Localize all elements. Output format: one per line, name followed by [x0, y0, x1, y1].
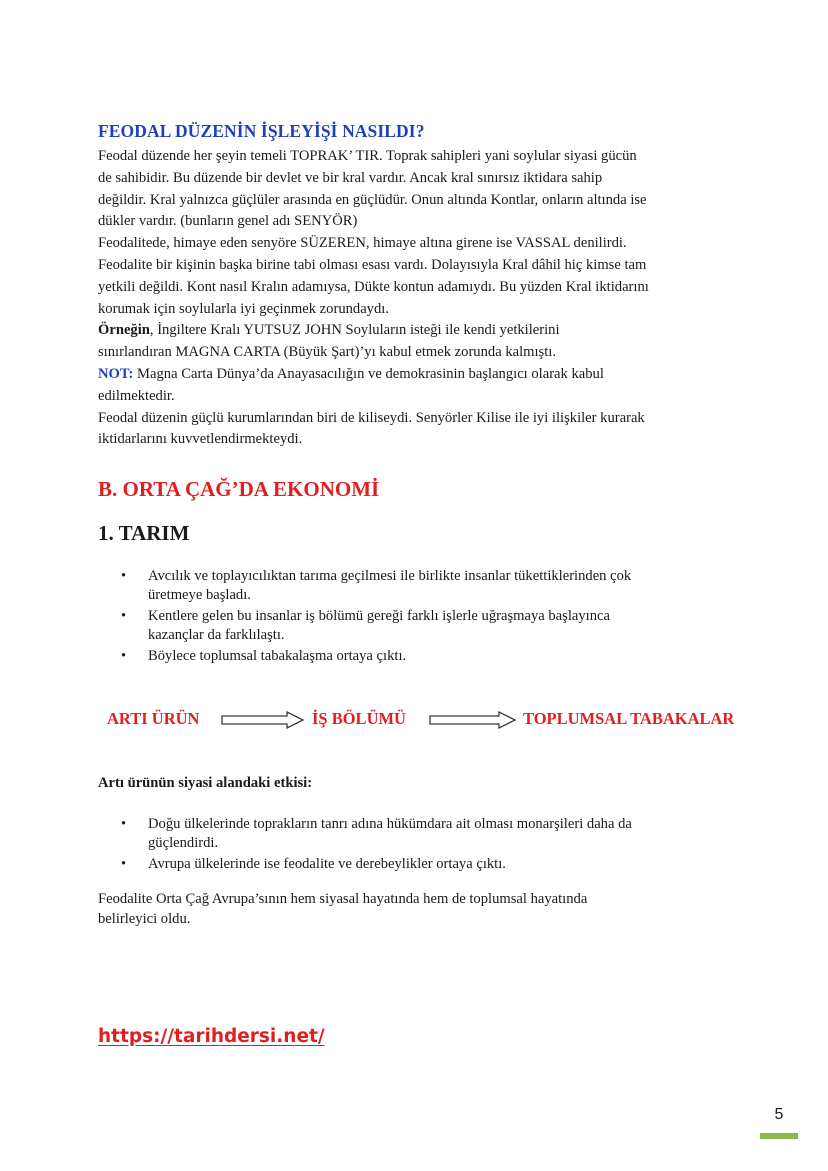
effects-heading: Artı ürünün siyasi alandaki etkisi: — [98, 775, 313, 791]
body-line: Feodalite bir kişinin başka birine tabi olması esası vardı. Dolayısıyla Kral dâhil hiç kimse tam — [98, 256, 647, 273]
agriculture-bullet-list — [121, 567, 728, 668]
list-item-line: Avcılık ve toplayıcılıktan tarıma geçilmesi ile birlikte insanlar tükettiklerinden çok — [148, 568, 632, 584]
final-paragraph — [98, 889, 738, 929]
bullet-icon: • — [121, 856, 127, 872]
note-label: NOT: — [98, 365, 134, 382]
flow-step-division-of-labor: İŞ BÖLÜMÜ — [312, 709, 406, 728]
body-line: yetkili değildi. Kont nasıl Kralın adamıysa, Dükte kontun adamıydı. Bu yüzden Kral iktidarını — [98, 278, 649, 295]
list-item — [121, 607, 728, 645]
closing-line-2: iktidarlarını kuvvetlendirmekteydi. — [98, 431, 303, 448]
body-line: de sahibidir. Bu düzende bir devlet ve bir kral vardır. Ancak kral sınırsız iktidara sahip — [98, 169, 603, 186]
list-item-line-2: kazançlar da farklılaştı. — [148, 627, 285, 643]
list-item-line: Doğu ülkelerinde toprakların tanrı adına hükümdara ait olması monarşileri daha da — [148, 816, 632, 832]
section-title-feudal-order: FEODAL DÜZENİN İŞLEYİŞİ NASILDI? — [98, 121, 425, 141]
list-item-line: Kentlere gelen bu insanlar iş bölümü gereği farklı işlerle uğraşmaya başlayınca — [148, 608, 610, 624]
body-line: Feodalitede, himaye eden senyöre SÜZEREN, himaye altına girene ise VASSAL denilirdi. — [98, 235, 627, 252]
final-line-2: belirleyici oldu. — [98, 911, 191, 927]
section-title-economy: B. ORTA ÇAĞ’DA EKONOMİ — [98, 477, 380, 501]
list-item-line-2: üretmeye başladı. — [148, 587, 251, 603]
page-number-bar — [760, 1133, 798, 1139]
subsection-title-agriculture: 1. TARIM — [98, 521, 190, 545]
list-item-line-2: güçlendirdi. — [148, 835, 219, 851]
bullet-icon: • — [121, 608, 127, 624]
body-line: korumak için soylularla iyi geçinmek zorundaydı. — [98, 300, 389, 317]
example-text: , İngiltere Kralı YUTSUZ JOHN Soyluların isteği ile kendi yetkilerini — [149, 322, 560, 339]
flow-step-surplus: ARTI ÜRÜN — [107, 709, 200, 728]
feudal-order-body — [98, 146, 738, 451]
note-line-2: edilmektedir. — [98, 387, 175, 404]
list-item — [121, 647, 728, 666]
list-item — [121, 567, 728, 605]
list-item — [121, 855, 728, 874]
effects-bullet-list — [121, 815, 728, 876]
bullet-icon: • — [121, 568, 127, 584]
closing-line: Feodal düzenin güçlü kurumlarından biri de kiliseydi. Senyörler Kilise ile iyi ilişkiler kurarak — [98, 409, 645, 426]
note-text: Magna Carta Dünya’da Anayasacılığın ve demokrasinin başlangıcı olarak kabul — [133, 365, 604, 382]
flow-step-social-classes: TOPLUMSAL TABAKALAR — [523, 709, 735, 728]
arrow-right-icon — [429, 711, 517, 729]
bullet-icon: • — [121, 648, 127, 664]
list-item-line: Avrupa ülkelerinde ise feodalite ve derebeylikler ortaya çıktı. — [148, 856, 506, 872]
body-line: dükler vardır. (bunların genel adı SENYÖR) — [98, 213, 358, 230]
example-line-2: sınırlandıran MAGNA CARTA (Büyük Şart)’yı kabul etmek zorunda kalmıştı. — [98, 344, 556, 361]
list-item — [121, 815, 728, 853]
final-line: Feodalite Orta Çağ Avrupa’sının hem siyasal hayatında hem de toplumsal hayatında — [98, 891, 588, 907]
list-item-line: Böylece toplumsal tabakalaşma ortaya çıktı. — [148, 648, 407, 664]
body-line: Feodal düzende her şeyin temeli TOPRAK’ TIR. Toprak sahipleri yani soylular siyasi gücün — [98, 148, 637, 164]
body-line: değildir. Kral yalnızca güçlüler arasında en güçlüdür. Onun altında Kontlar, onların altında ise — [98, 191, 647, 208]
example-label: Örneğin — [98, 322, 150, 339]
arrow-right-icon — [221, 711, 305, 729]
page-number: 5 — [774, 1106, 784, 1123]
surplus-flow-diagram — [107, 707, 767, 733]
bullet-icon: • — [121, 816, 127, 832]
example-line — [98, 320, 738, 342]
note-line — [98, 364, 738, 386]
website-link[interactable]: https://tarihdersi.net/ — [98, 1026, 325, 1047]
